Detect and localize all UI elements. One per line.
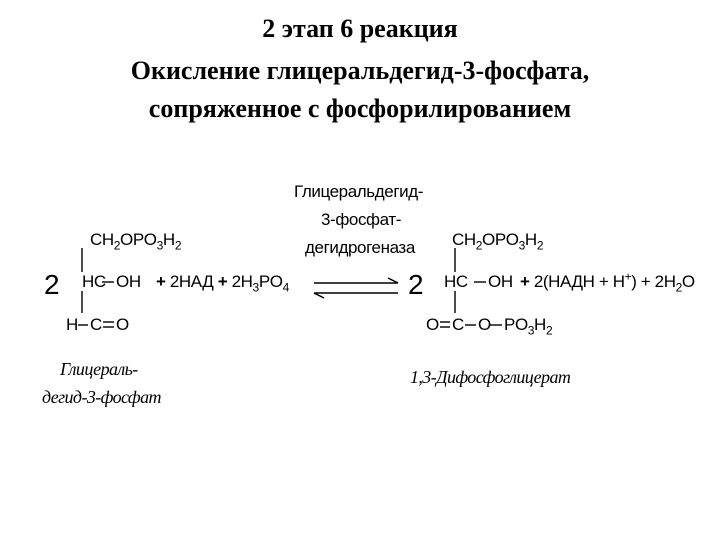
enzyme-line-1: Глицеральдегид- [294, 182, 424, 201]
left-name-line-2: дегид-3-фосфат [42, 387, 161, 407]
enzyme-line-2: 3-фосфат- [321, 210, 401, 229]
right-coefficient: 2 [408, 269, 424, 300]
left-o: O [116, 315, 129, 334]
right-o2: O [478, 315, 491, 334]
right-hc: HC [444, 272, 468, 291]
title-line-1: 2 этап 6 реакция [262, 14, 458, 43]
right-products: + 2(НАДН + $Н^+) + 2H_2O$ [520, 269, 695, 295]
left-top-group: $CH_2OPO_3H_2$ [90, 230, 182, 253]
left-c: C [90, 315, 102, 334]
right-name: 1,3-Дифосфоглицерат [410, 367, 571, 387]
left-hc: HC [82, 272, 106, 291]
right-po3h2: $PO_3H_2$ [504, 315, 553, 338]
right-o: O [426, 315, 439, 334]
right-oh: OH [488, 272, 513, 291]
left-coefficient: 2 [44, 269, 60, 300]
left-h: H [66, 315, 78, 334]
left-name-line-1: Глицераль- [60, 359, 138, 379]
enzyme-line-3: дегидрогеназа [305, 238, 415, 257]
title-line-3: сопряженное с фосфорилированием [148, 94, 572, 123]
right-top-group: $CH_2OPO_3H_2$ [452, 230, 544, 253]
title-line-2: Окисление глицеральдегид-3-фосфата, [130, 56, 590, 85]
right-c: C [452, 315, 464, 334]
left-oh: OH [116, 272, 141, 291]
left-reagents: + $2НАД + 2H_3PO_4$ [156, 272, 289, 295]
